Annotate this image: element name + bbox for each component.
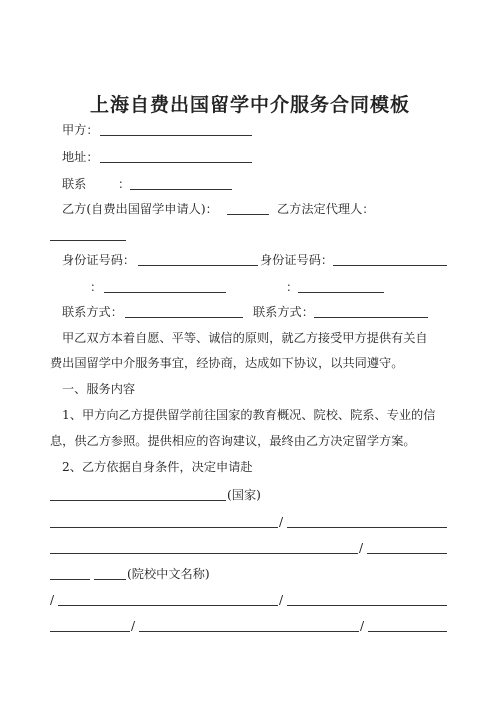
slash-f: / [360,619,365,633]
slash-d: / [279,593,284,607]
country-blank[interactable] [50,500,226,501]
contact-blank[interactable] [130,189,232,190]
party-b-agent-label: 乙方法定代理人： [277,202,375,216]
party-a-label: 甲方： [62,123,99,137]
party-b-agent-blank[interactable] [50,240,126,241]
blank-line-b-2[interactable] [367,553,447,554]
address-blank[interactable] [100,162,252,163]
section-1-heading: 一、服务内容 [62,382,136,396]
colon-left: ： [90,280,103,294]
blank-line-d-2[interactable] [139,631,359,632]
country-suffix: (国家) [227,488,261,502]
id-right-label: 身份证号码： [260,253,334,267]
id-left-label: 身份证号码： [62,253,136,267]
contact-method-left-blank[interactable] [125,317,243,318]
row-right-blank[interactable] [298,292,384,293]
contact-colon: ： [118,177,131,191]
paragraph-1-line-2: 费出国留学中介服务事宜，经协商，达成如下协议，以共同遵守。 [50,356,404,370]
item-2-text: 2、乙方依据自身条件，决定申请赴 [62,460,253,474]
id-right-blank[interactable] [333,265,447,266]
party-b-intro: 乙方(自费出国留学申请人)： [62,202,218,216]
document-title: 上海自费出国留学中介服务合同模板 [89,94,410,116]
slash-b: / [359,541,364,555]
blank-line-d-3[interactable] [368,631,447,632]
blank-line-c-1[interactable] [58,605,278,606]
contact-method-right-blank[interactable] [314,317,428,318]
blank-line-a-1[interactable] [50,527,278,528]
colon-right: ： [286,280,299,294]
party-b-blank[interactable] [227,214,269,215]
paragraph-1-line-1: 甲乙双方本着自愿、平等、诚信的原则，就乙方接受甲方提供有关自 [62,331,428,345]
address-label: 地址： [62,150,99,164]
school-blank-1[interactable] [50,579,90,580]
slash-c: / [50,593,55,607]
school-suffix: (院校中文名称) [127,567,210,581]
row-left-blank[interactable] [104,292,226,293]
item-1-line-1: 1、甲方向乙方提供留学前往国家的教育概况、院校、院系、专业的信 [62,408,436,422]
slash-a: / [279,515,284,529]
party-a-blank[interactable] [100,135,252,136]
blank-line-d-1[interactable] [50,631,130,632]
blank-line-b-1[interactable] [50,553,358,554]
contact-label: 联系 [62,177,87,191]
blank-line-a-2[interactable] [287,527,447,528]
school-blank-2[interactable] [94,579,126,580]
id-left-blank[interactable] [138,265,258,266]
contact-method-right-label: 联系方式： [253,305,314,319]
blank-line-c-2[interactable] [287,605,447,606]
item-1-line-2: 息，供乙方参照。提供相应的咨询建议，最终由乙方决定留学方案。 [50,434,416,448]
contact-method-left-label: 联系方式： [62,305,123,319]
slash-e: / [131,619,136,633]
